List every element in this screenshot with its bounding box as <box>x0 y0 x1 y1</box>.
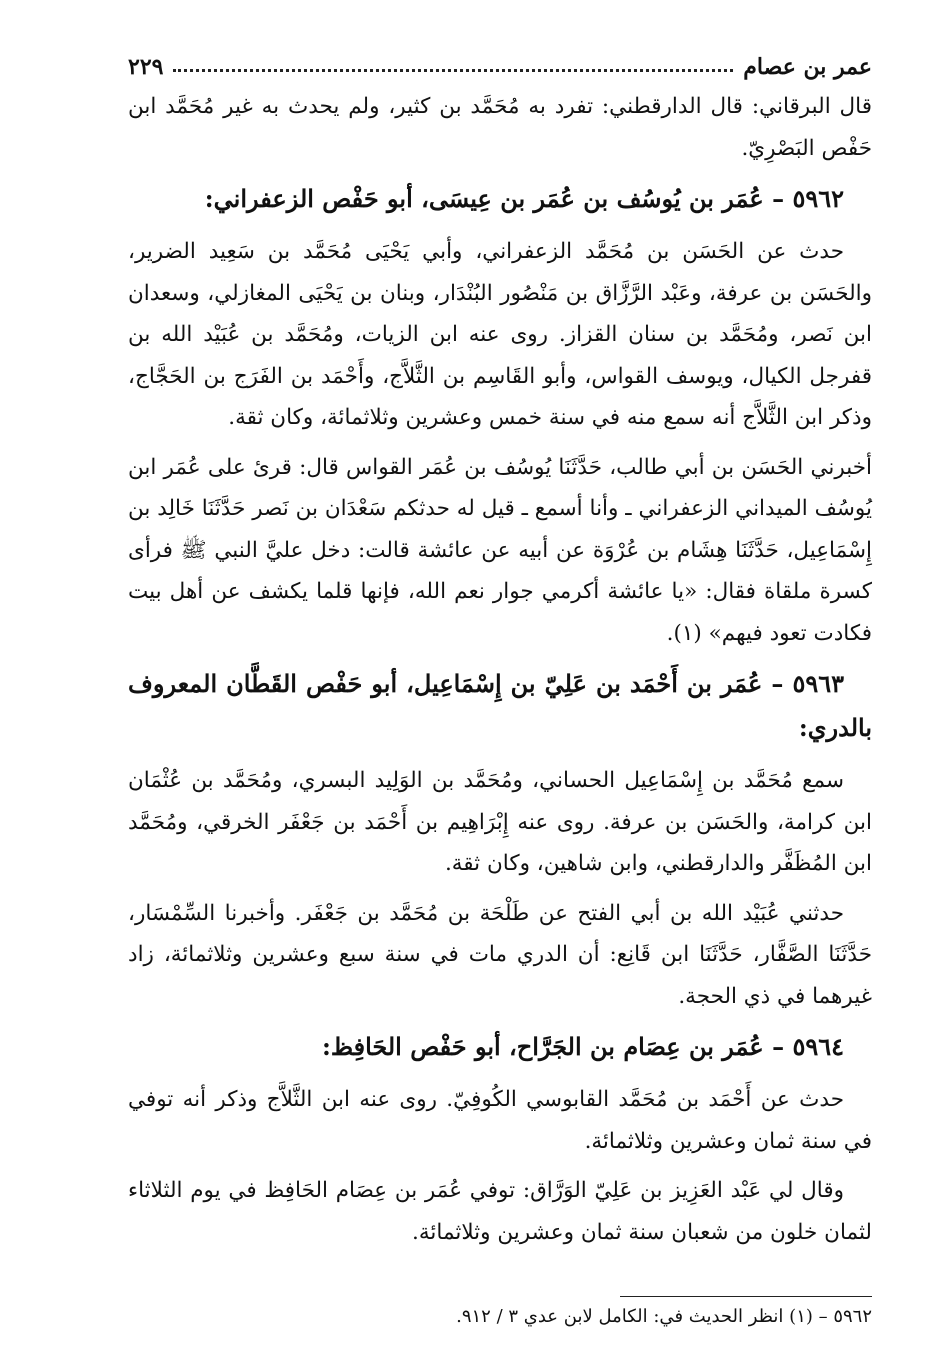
entry-5962-paragraph-2: أخبرني الحَسَن بن أبي طالب، حَدَّثَنَا يُوسُف بن عُمَر القواس قال: قرئ على عُمَر ابن يُوسُف الميداني الزعفراني ـ وأنا أسمع ـ قيل له حدثكم سَعْدَان بن نَصر حَدَّثَنَا خَالِد بن إِسْمَاعِيل، حَدَّثَنَا هِشَام بن عُرْوَة عن أبيه عن عائشة قالت: دخل عليَّ النبي ﷺ فرأى كسرة ملقاة فقال: «يا عائشة أكرمي جوار نعم الله، فإنها قلما يكشف عن أهل بيت فكادت تعود فيهم» (١). <box>128 454 872 646</box>
page-number: ٢٢٩ <box>128 54 164 80</box>
paragraph-continued: قال البرقاني: قال الدارقطني: تفرد به مُحَمَّد بن كثير، ولم يحدث به غير مُحَمَّد ابن حَفْص البَصْرِيّ. <box>128 94 872 161</box>
entry-5964-paragraph-1: حدث عن أَحْمَد بن مُحَمَّد القابوسي الكُوفِيّ. روى عنه ابن الثَّلاَّج وذكر أنه توفي في سنة ثمان وعشرين وثلاثمائة. <box>128 1087 872 1154</box>
entry-5963-paragraph-2: حدثني عُبَيْد الله بن أبي الفتح عن طَلْحَة بن مُحَمَّد بن جَعْفَر. وأخبرنا السِّمْسَار، حَدَّثَنَا الصَّفَّار، حَدَّثَنَا ابن قَانِع: أن الدري مات في سنة سبع وعشرين وثلاثمائة، زاد غيرهما في ذي الحجة. <box>128 900 872 1009</box>
entry-5963-paragraph-1: سمع مُحَمَّد بن إِسْمَاعِيل الحساني، ومُحَمَّد بن الوَلِيد البسري، ومُحَمَّد بن عُثْمَان ابن كرامة، والحَسَن بن عرفة. روى عنه إِبْرَاهِيم بن أَحْمَد بن جَعْفَر الخرقي، ومُحَمَّد ابن المُظَفَّر والدارقطني، وابن شاهين، وكان ثقة. <box>128 768 872 876</box>
main-text <box>128 86 872 1261</box>
entry-heading-5964: ٥٩٦٤ – عُمَر بن عِصَام بن الجَرَّاح، أبو حَفْص الحَافِظ: <box>321 1032 844 1061</box>
entry-heading-5962: ٥٩٦٢ – عُمَر بن يُوسُف بن عُمَر بن عِيسَى، أبو حَفْص الزعفراني: <box>204 184 844 213</box>
running-title: عمر بن عصام <box>743 54 872 80</box>
entry-heading-5963: ٥٩٦٣ – عُمَر بن أَحْمَد بن عَلِيّ بن إِسْمَاعِيل، أبو حَفْص القَطَّان المعروف بالدري: <box>128 669 872 742</box>
entry-5962-paragraph-1: حدث عن الحَسَن بن مُحَمَّد الزعفراني، وأبي يَحْيَى مُحَمَّد بن سَعِيد الضرير، والحَسَن بن عرفة، وعَبْد الرَّزَّاق بن مَنْصُور البُنْدَار، وبنان بن يَحْيَى المغازلي، وسعدان ابن نَصر، ومُحَمَّد بن سنان القزاز. روى عنه ابن الزيات، ومُحَمَّد بن عُبَيْد الله بن قفرجل الكيال، ويوسف القواس، وأبو القَاسِم بن الثَّلاَّج، وأَحْمَد بن الفَرَج بن الحَجَّاج، وذكر ابن الثَّلاَّج أنه سمع منه في سنة خمس وعشرين وثلاثمائة، وكان ثقة. <box>128 239 872 430</box>
footnote: ٥٩٦٢ – (١) انظر الحديث في: الكامل لابن عدي ٣ / ٩١٢. <box>456 1306 872 1327</box>
entry-5964-paragraph-2: وقال لي عَبْد العَزِيز بن عَلِيّ الوَرَّاق: توفي عُمَر بن عِصَام الحَافِظ في يوم الثلاثاء لثمان خلون من شعبان سنة ثمان وعشرين وثلاثمائة. <box>128 1178 872 1245</box>
page-header <box>128 44 872 80</box>
header-dot-leader <box>173 69 733 72</box>
footnote-separator <box>620 1296 872 1297</box>
